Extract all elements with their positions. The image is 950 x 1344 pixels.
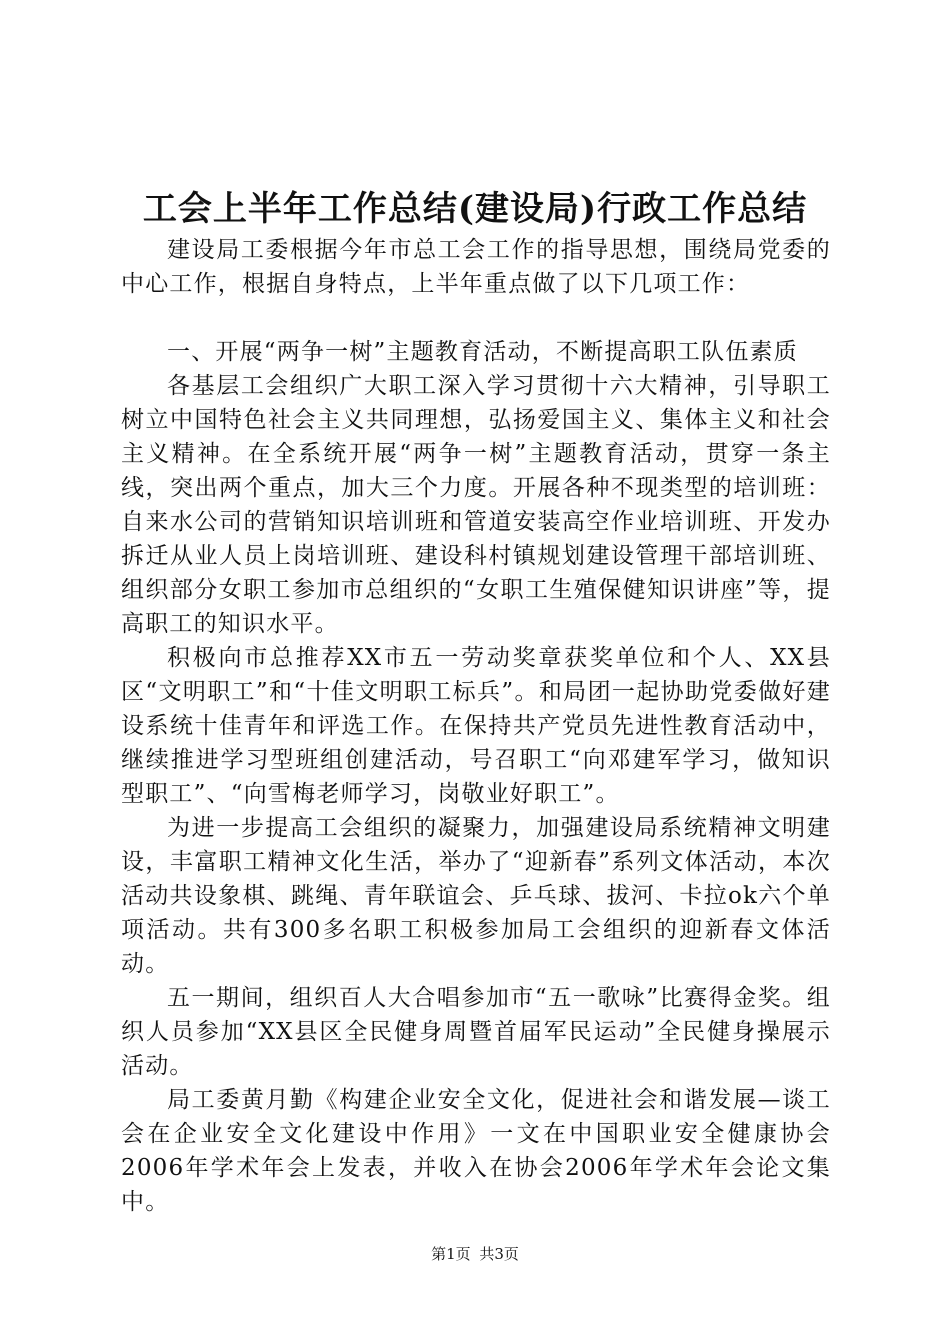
page-total: 共3页 bbox=[479, 1245, 519, 1263]
body-paragraph: 积极向市总推荐XX市五一劳动奖章获奖单位和个人、XX县区“文明职工”和“十佳文明职工标兵”。和局团一起协助党委做好建设系统十佳青年和评选工作。在保持共产党员先进性教育活动中，继续推进学习型班组创建活动，号召职工“向邓建军学习，做知识型职工”、“向雪梅老师学习，岗敬业好职工”。 bbox=[121, 645, 831, 807]
document-title: 工会上半年工作总结(建设局)行政工作总结 bbox=[142, 189, 808, 229]
intro-paragraph: 建设局工委根据今年市总工会工作的指导思想，围绕局党委的中心工作，根据自身特点，上半年重点做了以下几项工作： bbox=[121, 237, 831, 297]
body-paragraph: 为进一步提高工会组织的凝聚力，加强建设局系统精神文明建设，丰富职工精神文化生活，举办了“迎新春”系列文体活动，本次活动共设象棋、跳绳、青年联谊会、乒乓球、拔河、卡拉ok六个单项活动。共有300多名职工积极参加局工会组织的迎新春文体活动。 bbox=[121, 815, 831, 977]
body-paragraph: 五一期间，组织百人大合唱参加市“五一歌咏”比赛得金奖。组织人员参加“XX县区全民健身周暨首届军民运动”全民健身操展示活动。 bbox=[121, 985, 831, 1079]
body-paragraph: 局工委黄月勤《构建企业安全文化，促进社会和谐发展—谈工会在企业安全文化建设中作用》一文在中国职业安全健康协会2006年学术年会上发表，并收入在协会2006年学术年会论文集中。 bbox=[121, 1087, 831, 1215]
body-paragraph: 各基层工会组织广大职工深入学习贯彻十六大精神，引导职工树立中国特色社会主义共同理想，弘扬爱国主义、集体主义和社会主义精神。在全系统开展“两争一树”主题教育活动，贯穿一条主线，突出两个重点，加大三个力度。开展各种不现类型的培训班：自来水公司的营销知识培训班和管道安装高空作业培训班、开发办拆迁从业人员上岗培训班、建设科村镇规划建设管理干部培训班、组织部分女职工参加市总组织的“女职工生殖保健知识讲座”等，提高职工的知识水平。 bbox=[121, 373, 831, 637]
page-number: 第1页 bbox=[431, 1245, 471, 1263]
document-body bbox=[121, 233, 831, 1219]
section-heading: 一、开展“两争一树”主题教育活动，不断提高职工队伍素质 bbox=[167, 339, 798, 365]
page-footer bbox=[0, 1244, 950, 1264]
